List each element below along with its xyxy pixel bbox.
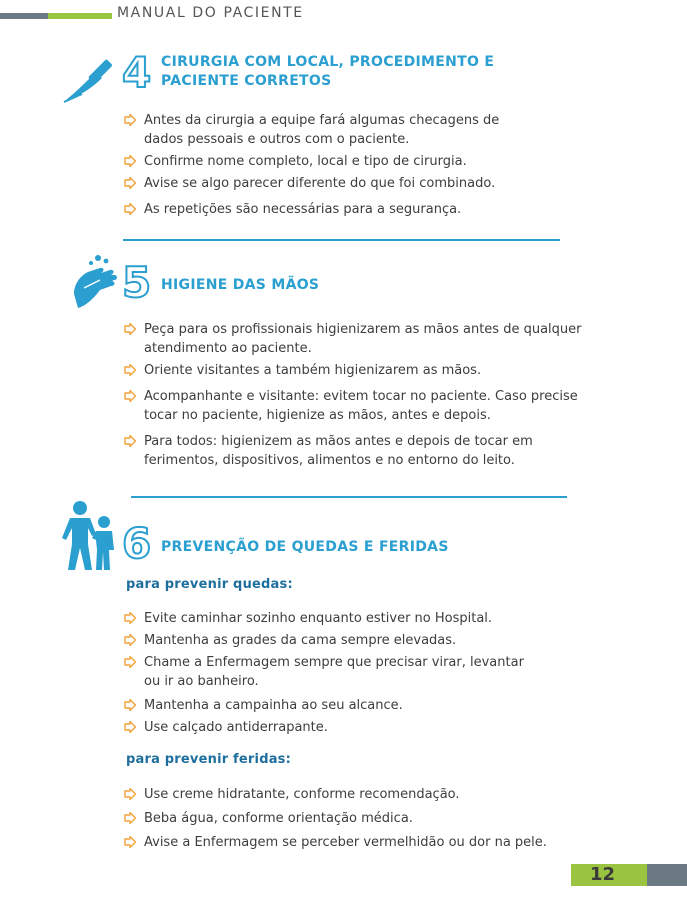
arrow-bullet-icon (124, 155, 136, 167)
page-number-bar-gray (647, 864, 687, 886)
list-item: Chame a Enfermagem sempre que precisar virar, levantar ou ir ao banheiro. (124, 653, 524, 691)
section-5-list (124, 320, 582, 470)
list-item: Confirme nome completo, local e tipo de cirurgia. (124, 152, 499, 171)
section-5-title: HIGIENE DAS MÃOS (161, 277, 320, 293)
washing-hands-icon (70, 254, 122, 314)
section-5-number: 5 (122, 258, 152, 307)
arrow-bullet-icon (124, 390, 136, 402)
list-item: Evite caminhar sozinho enquanto estiver no Hospital. (124, 609, 524, 628)
arrow-bullet-icon (124, 634, 136, 646)
arrow-bullet-icon (124, 699, 136, 711)
arrow-bullet-icon (124, 656, 136, 668)
header-bar-green (48, 13, 112, 19)
section-4-number: 4 (122, 48, 152, 97)
falls-list (124, 609, 524, 737)
section-6-title: PREVENÇÃO DE QUEDAS E FERIDAS (161, 539, 449, 555)
arrow-bullet-icon (124, 114, 136, 126)
section-4-list (124, 111, 499, 219)
list-item: Use calçado antiderrapante. (124, 718, 524, 737)
section-divider (123, 239, 560, 241)
arrow-bullet-icon (124, 836, 136, 848)
section-4-title: CIRURGIA COM LOCAL, PROCEDIMENTO E PACIENTE CORRETOS (161, 54, 495, 89)
list-item: Para todos: higienizem as mãos antes e depois de tocar em ferimentos, dispositivos, alimentos e no entorno do leito. (124, 432, 582, 470)
arrow-bullet-icon (124, 788, 136, 800)
caregiver-helping-person-icon (62, 500, 122, 576)
list-item: Use creme hidratante, conforme recomendação. (124, 785, 547, 804)
list-item: Acompanhante e visitante: evitem tocar no paciente. Caso precise tocar no paciente, higienize as mãos, antes e depois. (124, 387, 582, 425)
arrow-bullet-icon (124, 721, 136, 733)
list-item: As repetições são necessárias para a segurança. (124, 200, 499, 219)
arrow-bullet-icon (124, 177, 136, 189)
list-item: Oriente visitantes a também higienizarem as mãos. (124, 361, 582, 380)
section-divider (131, 496, 567, 498)
wounds-list (124, 785, 547, 852)
falls-subtitle: para prevenir quedas: (126, 577, 293, 592)
arrow-bullet-icon (124, 812, 136, 824)
scalpel-icon (62, 52, 120, 108)
page-number: 12 (589, 864, 615, 885)
list-item: Antes da cirurgia a equipe fará algumas checagens de dados pessoais e outros com o paciente. (124, 111, 499, 149)
header-title: MANUAL DO PACIENTE (117, 5, 304, 21)
arrow-bullet-icon (124, 203, 136, 215)
section-6-number: 6 (122, 519, 152, 568)
arrow-bullet-icon (124, 435, 136, 447)
arrow-bullet-icon (124, 612, 136, 624)
list-item: Beba água, conforme orientação médica. (124, 809, 547, 828)
list-item: Peça para os profissionais higienizarem as mãos antes de qualquer atendimento ao paciente. (124, 320, 582, 358)
list-item: Mantenha a campainha ao seu alcance. (124, 696, 524, 715)
header-bar-gray (0, 13, 48, 19)
list-item: Avise se algo parecer diferente do que foi combinado. (124, 174, 499, 193)
list-item: Avise a Enfermagem se perceber vermelhidão ou dor na pele. (124, 833, 547, 852)
arrow-bullet-icon (124, 323, 136, 335)
list-item: Mantenha as grades da cama sempre elevadas. (124, 631, 524, 650)
arrow-bullet-icon (124, 364, 136, 376)
wounds-subtitle: para prevenir feridas: (126, 752, 292, 767)
